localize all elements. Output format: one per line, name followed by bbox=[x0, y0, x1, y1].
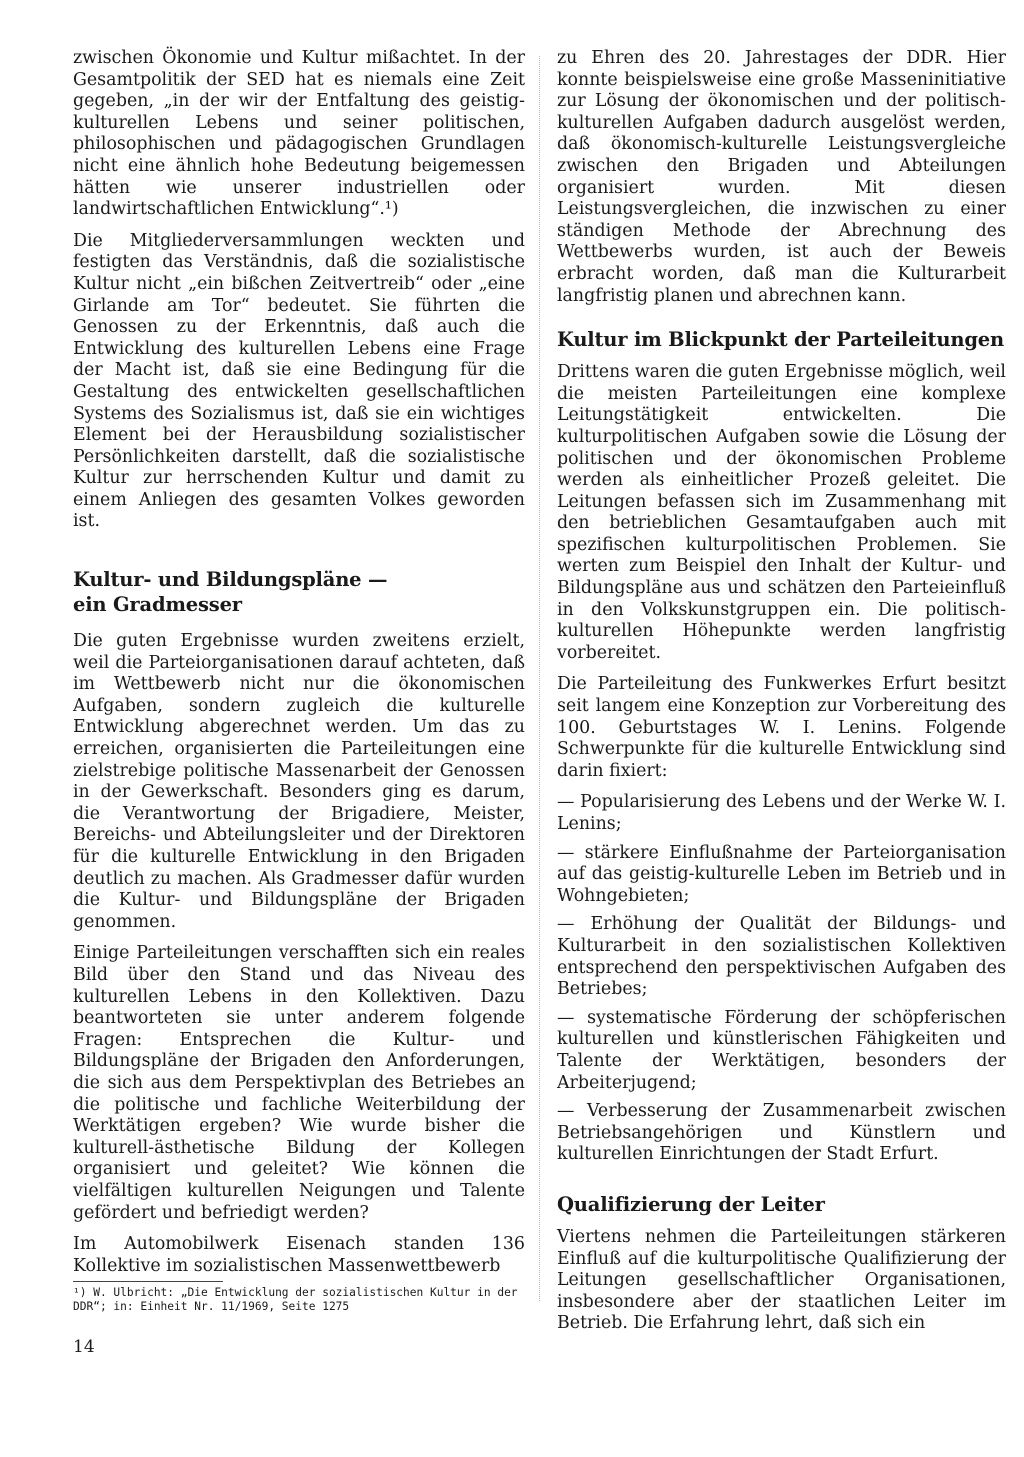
paragraph: Die Mitgliederversammlungen weckten und festigten das Verständnis, daß die sozialistische Kultur nicht „ein bißchen Zeitvertreib“ oder „eine Girlande am Tor“ bedeutet. Sie führten die Genossen zu der Erkenntnis, daß auch die Entwicklung des kulturellen Lebens eine Frage der Macht ist, daß sie eine Bedingung für die Gestaltung des entwickelten gesellschaftlichen Systems des Sozialismus ist, daß sie ein wichtiges Element bei der Herausbildung sozialistischer Persönlichkeiten darstellt, daß die sozialistische Kultur zur herrschenden Kultur und damit zu einem Anliegen des gesamten Volkes geworden ist. bbox=[73, 230, 525, 532]
footnote: ¹) W. Ulbricht: „Die Entwicklung der sozialistischen Kultur in der DDR“; in: Einheit Nr. 11/1969, Seite 1275 bbox=[73, 1286, 518, 1314]
paragraph: zu Ehren des 20. Jahrestages der DDR. Hier konnte beispielsweise eine große Masseninitiative zur Lösung der ökonomischen und der politisch-kulturellen Aufgaben dadurch ausgelöst werden, daß ökonomisch-kulturelle Leistungsvergleiche zwischen den Brigaden und Abteilungen organisiert wurden. Mit diesen Leistungsvergleichen, die inzwischen zu einer ständigen Methode der Abrechnung des Wettbewerbs wurden, ist auch der Beweis erbracht worden, daß man die Kulturarbeit langfristig planen und abrechnen kann. bbox=[557, 48, 1006, 306]
footnote-rule bbox=[73, 1281, 223, 1282]
paragraph: Einige Parteileitungen verschafften sich ein reales Bild über den Stand und das Niveau des kulturellen Lebens in den Kollektiven. Dazu beantworteten sie unter anderem folgende Fragen: Entsprechen die Kultur- und Bildungspläne der Brigaden den Anforderungen, die sich aus dem Perspektivplan des Betriebes an die politische und fachliche Weiterbildung der Werktätigen ergeben? Wie wurde bisher die kulturell-ästhetische Bildung der Kollegen organisiert und geleitet? Wie können die vielfältigen kulturellen Neigungen und Talente gefördert und befriedigt werden? bbox=[73, 943, 525, 1223]
list-item: — Erhöhung der Qualität der Bildungs- und Kulturarbeit in den sozialistischen Kollektiven entsprechend den perspektivischen Aufgaben des Betriebes; bbox=[557, 914, 1006, 1000]
page-number: 14 bbox=[73, 1337, 95, 1357]
paragraph: zwischen Ökonomie und Kultur mißachtet. In der Gesamtpolitik der SED hat es niemals eine Zeit gegeben, „in der wir der Entfaltung des geistig-kulturellen Lebens und seiner politischen, philosophischen und pädagogischen Grundlagen nicht eine ähnlich hohe Bedeutung beigemessen hätten wie unserer industriellen oder landwirtschaftlichen Entwicklung“.¹) bbox=[73, 48, 525, 220]
section-heading: Qualifizierung der Leiter bbox=[557, 1192, 825, 1216]
bullet-list bbox=[557, 792, 1006, 1166]
list-item: — Popularisierung des Lebens und der Werke W. I. Lenins; bbox=[557, 792, 1006, 835]
paragraph: Die Parteileitung des Funkwerkes Erfurt besitzt seit langem eine Konzeption zur Vorbereitung des 100. Geburtstages W. I. Lenins. Folgende Schwerpunkte für die kulturelle Entwicklung sind darin fixiert: bbox=[557, 674, 1006, 781]
left-column bbox=[73, 48, 525, 1314]
list-item: — Verbesserung der Zusammenarbeit zwischen Betriebsangehörigen und Künstlern und kulturellen Einrichtungen der Stadt Erfurt. bbox=[557, 1101, 1006, 1166]
paragraph: Drittens waren die guten Ergebnisse möglich, weil die meisten Parteileitungen eine komplexe Leitungstätigkeit entwickelten. Die kulturpolitischen Aufgaben sowie die Lösung der politischen und der ökonomischen Probleme werden als einheitlicher Prozeß geleitet. Die Leitungen befassen sich im Zusammenhang mit den betrieblichen Gesamtaufgaben auch mit spezifischen kulturpolitischen Problemen. Sie werten zum Beispiel den Inhalt der Kultur- und Bildungspläne aus und schätzen den Parteieinfluß in den Volkskunstgruppen ein. Die politisch-kulturellen Höhepunkte werden langfristig vorbereitet. bbox=[557, 362, 1006, 663]
paragraph: Die guten Ergebnisse wurden zweitens erzielt, weil die Parteiorganisationen darauf achteten, daß im Wettbewerb nicht nur die ökonomischen Aufgaben, sondern zugleich die kulturelle Entwicklung abgerechnet werden. Um das zu erreichen, organisierten die Parteileitungen eine zielstrebige politische Massenarbeit der Genossen in der Gewerkschaft. Besonders ging es darum, die Verantwortung der Brigadiere, Meister, Bereichs- und Abteilungsleiter und der Direktoren für die kulturelle Entwicklung in den Brigaden deutlich zu machen. Als Gradmesser dafür wurden die Kultur- und Bildungspläne der Brigaden genommen. bbox=[73, 631, 525, 932]
section-heading-line: ein Gradmesser bbox=[73, 593, 242, 617]
paragraph: Im Automobilwerk Eisenach standen 136 Kollektive im sozialistischen Massenwettbewerb bbox=[73, 1234, 525, 1276]
section-heading bbox=[73, 567, 525, 617]
right-column bbox=[557, 48, 1006, 1345]
list-item: — systematische Förderung der schöpferischen kulturellen und künstlerischen Fähigkeiten und Talente der Werktätigen, besonders der Arbeiterjugend; bbox=[557, 1008, 1006, 1094]
section-heading: Kultur im Blickpunkt der Parteileitungen bbox=[557, 328, 1004, 352]
section-heading-line: Kultur- und Bildungspläne — bbox=[73, 568, 388, 592]
list-item: — stärkere Einflußnahme der Parteiorganisation auf das geistig-kulturelle Leben im Betrieb und in Wohngebieten; bbox=[557, 843, 1006, 908]
column-divider bbox=[539, 56, 540, 1301]
paragraph: Viertens nehmen die Parteileitungen stärkeren Einfluß auf die kulturpolitische Qualifizierung der Leitungen gesellschaftlicher Organisationen, insbesondere aber der staatlichen Leiter im Betrieb. Die Erfahrung lehrt, daß sich ein bbox=[557, 1226, 1006, 1334]
